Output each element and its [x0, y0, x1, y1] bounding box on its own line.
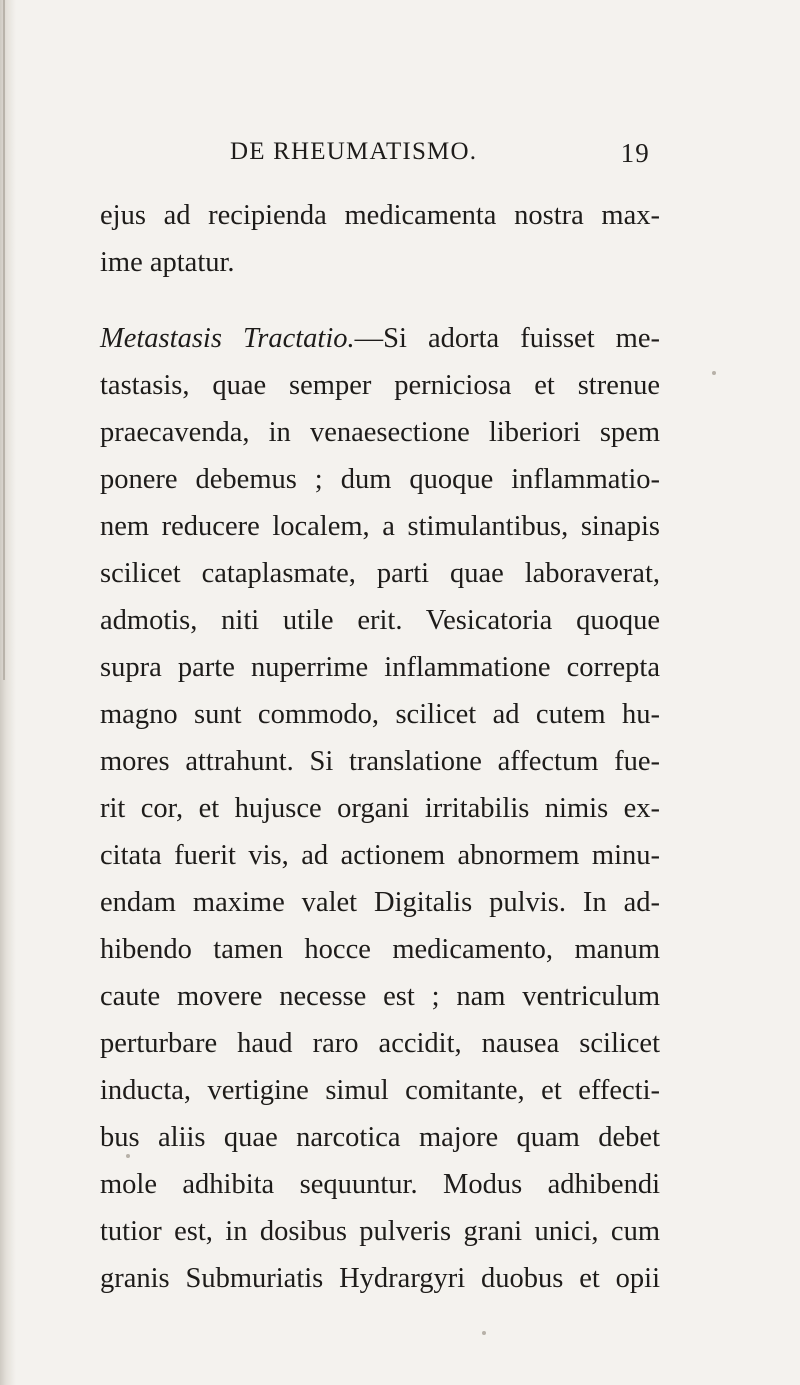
page-gutter-shadow — [0, 0, 16, 1385]
body-text — [100, 192, 660, 1302]
binding-edge-line — [3, 0, 5, 680]
text-line: magno sunt commodo, scilicet ad cutem hu- — [100, 699, 660, 730]
section-heading: Metastasis Tractatio. — [100, 323, 355, 354]
paragraph-gap — [100, 286, 660, 315]
text-line: scilicet cataplasmate, parti quae laboraverat, — [100, 558, 660, 589]
paper-speck — [712, 371, 716, 375]
running-head-title: DE RHEUMATISMO. — [230, 138, 478, 165]
text-line: tutior est, in dosibus pulveris grani unici, cum — [100, 1216, 660, 1247]
text-line: ponere debemus ; dum quoque inflammatio- — [100, 464, 660, 495]
text-line: citata fuerit vis, ad actionem abnormem minu- — [100, 840, 660, 871]
text-line-rest: —Si adorta fuisset me- — [354, 323, 660, 354]
running-head — [230, 138, 650, 174]
text-line: bus aliis quae narcotica majore quam debet — [100, 1122, 660, 1153]
text-line: tastasis, quae semper perniciosa et strenue — [100, 370, 660, 401]
text-line: mole adhibita sequuntur. Modus adhibendi — [100, 1169, 660, 1200]
text-line: mores attrahunt. Si translatione affectum fue- — [100, 746, 660, 777]
text-line: ime aptatur. — [100, 247, 235, 278]
page-number: 19 — [620, 138, 650, 168]
text-line: caute movere necesse est ; nam ventriculum — [100, 981, 660, 1012]
paper-speck — [482, 1331, 486, 1335]
text-line: hibendo tamen hocce medicamento, manum — [100, 934, 660, 965]
text-line: endam maxime valet Digitalis pulvis. In ad- — [100, 887, 660, 918]
text-line: nem reducere localem, a stimulantibus, sinapis — [100, 511, 660, 542]
paragraph-heading-line — [100, 315, 660, 362]
text-line: granis Submuriatis Hydrargyri duobus et opii — [100, 1263, 660, 1294]
text-line: praecavenda, in venaesectione liberiori spem — [100, 417, 660, 448]
text-line: perturbare haud raro accidit, nausea scilicet — [100, 1028, 660, 1059]
paper-speck — [126, 1154, 130, 1158]
text-line: supra parte nuperrime inflammatione correpta — [100, 652, 660, 683]
text-line: rit cor, et hujusce organi irritabilis nimis ex- — [100, 793, 660, 824]
text-line: ejus ad recipienda medicamenta nostra max- — [100, 200, 660, 231]
text-line: inducta, vertigine simul comitante, et effecti- — [100, 1075, 660, 1106]
text-line: admotis, niti utile erit. Vesicatoria quoque — [100, 605, 660, 636]
